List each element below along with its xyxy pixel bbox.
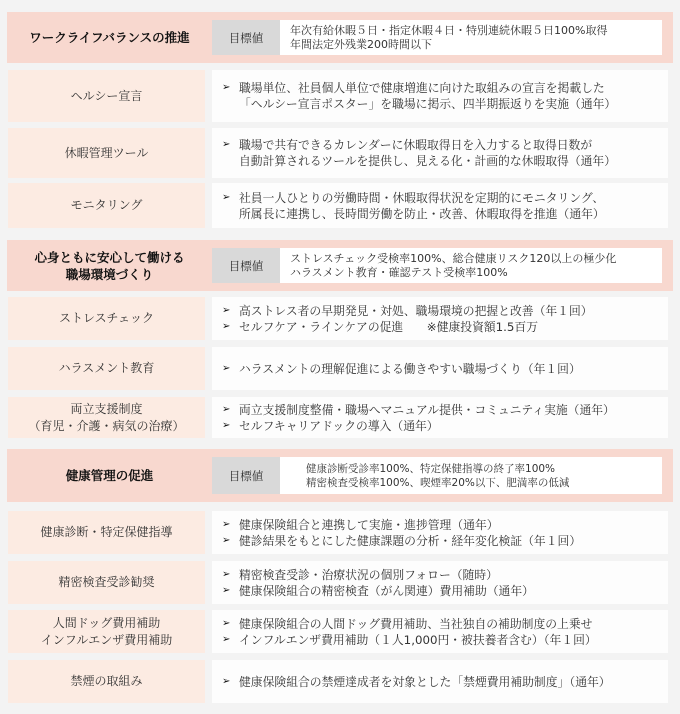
row-label-smoking-cessation: 禁煙の取組み bbox=[8, 660, 205, 703]
row-label-work-life-support: 両立支援制度 （育児・介護・病気の治療） bbox=[8, 397, 205, 438]
bullet-item: ➢ ハラスメントの理解促進による働きやすい職場づくり（年１回） bbox=[222, 361, 581, 376]
row-content-monitoring bbox=[212, 183, 668, 228]
row-label-monitoring: モニタリング bbox=[8, 183, 205, 228]
row-content-smoking-cessation bbox=[212, 660, 668, 703]
row-content-harassment-education bbox=[212, 347, 668, 390]
bullet-item: ➢ 高ストレス者の早期発見・対処、職場環境の把握と改善（年１回） bbox=[222, 303, 593, 318]
bullet-item: ➢ 精密検査受診・治療状況の個別フォロー（随時） bbox=[222, 567, 498, 582]
row-content-work-life-support bbox=[212, 397, 668, 438]
row-content-healthy-declaration bbox=[212, 70, 668, 122]
target-line: 年間法定外残業200時間以下 bbox=[290, 37, 432, 51]
arrow-bullet-icon: ➢ bbox=[222, 419, 231, 431]
section-safe-workplace bbox=[7, 240, 673, 291]
bullet-item: ➢ 社員一人ひとりの労働時間・休暇取得状況を定期的にモニタリング、 bbox=[222, 190, 604, 205]
arrow-bullet-icon: ➢ bbox=[222, 362, 231, 374]
bullet-item: ➢ 健康保険組合の禁煙達成者を対象とした「禁煙費用補助制度」（通年） bbox=[222, 674, 611, 689]
bullet-continuation: 所属長に連携し、長時間労働を防止・改善、休暇取得を推進（通年） bbox=[239, 206, 605, 221]
arrow-bullet-icon: ➢ bbox=[222, 633, 231, 645]
bullet-item: ➢ セルフキャリアドックの導入（通年） bbox=[222, 418, 439, 433]
arrow-bullet-icon: ➢ bbox=[222, 82, 231, 93]
section-title: 健康管理の促進 bbox=[65, 468, 154, 483]
row-label-healthy-declaration: ヘルシー宣言 bbox=[8, 70, 205, 122]
row-content-dock-influenza bbox=[212, 610, 668, 653]
arrow-bullet-icon: ➢ bbox=[222, 139, 231, 150]
row-content-stress-check bbox=[212, 297, 668, 340]
row-label-detailed-exam: 精密検査受診勧奨 bbox=[8, 561, 205, 604]
arrow-bullet-icon: ➢ bbox=[222, 304, 231, 316]
bullet-item: ➢ 両立支援制度整備・職場へマニュアル提供・コミュニティ実施（通年） bbox=[222, 402, 615, 417]
row-label-leave-tool: 休暇管理ツール bbox=[8, 128, 205, 178]
arrow-bullet-icon: ➢ bbox=[222, 568, 231, 580]
arrow-bullet-icon: ➢ bbox=[222, 675, 231, 687]
section-work-life-balance bbox=[7, 12, 673, 63]
bullet-item: ➢ インフルエンザ費用補助（１人1,000円・被扶養者含む）（年１回） bbox=[222, 632, 597, 647]
target-value bbox=[280, 20, 662, 55]
arrow-bullet-icon: ➢ bbox=[222, 584, 231, 596]
bullet-item: ➢ 健康保険組合の精密検査（がん関連）費用補助（通年） bbox=[222, 583, 534, 598]
row-label-stress-check: ストレスチェック bbox=[8, 297, 205, 340]
target-line: 健康診断受診率100%、特定保健指導の終了率100% bbox=[306, 462, 556, 475]
row-content-health-checkup bbox=[212, 511, 668, 554]
target-line: ハラスメント教育・確認テスト受検率100% bbox=[290, 265, 508, 279]
bullet-continuation: 「ヘルシー宣言ポスター」を職場に掲示、四半期振返りを実施（通年） bbox=[239, 97, 617, 111]
arrow-bullet-icon: ➢ bbox=[222, 403, 231, 415]
arrow-bullet-icon: ➢ bbox=[222, 191, 231, 203]
bullet-item: ➢ 職場で共有できるカレンダーに休暇取得日を入力すると取得日数が bbox=[222, 138, 593, 152]
target-line: 精密検査受検率100%、喫煙率20%以下、肥満率の低減 bbox=[306, 476, 570, 489]
bullet-item: ➢ セルフケア・ラインケアの促進 ※健康投資額1.5百万 bbox=[222, 319, 539, 334]
arrow-bullet-icon: ➢ bbox=[222, 320, 231, 332]
section-title: ワークライフバランスの推進 bbox=[29, 30, 190, 45]
target-value bbox=[280, 457, 662, 494]
bullet-continuation: 自動計算されるツールを提供し、見える化・計画的な休暇取得（通年） bbox=[239, 154, 617, 168]
section-health-management bbox=[7, 449, 673, 502]
arrow-bullet-icon: ➢ bbox=[222, 518, 231, 530]
target-line: ストレスチェック受検率100%、総合健康リスク120以上の極少化 bbox=[290, 251, 617, 265]
bullet-item: ➢ 職場単位、社員個人単位で健康増進に向けた取組みの宣言を掲載した bbox=[222, 81, 605, 95]
target-value bbox=[280, 248, 662, 283]
target-line: 年次有給休暇５日・指定休暇４日・特別連続休暇５日100%取得 bbox=[290, 23, 608, 37]
target-label: 目標値 bbox=[212, 457, 280, 494]
row-label-harassment-education: ハラスメント教育 bbox=[8, 347, 205, 390]
arrow-bullet-icon: ➢ bbox=[222, 617, 231, 629]
bullet-item: ➢ 健康保険組合の人間ドッグ費用補助、当社独自の補助制度の上乗せ bbox=[222, 616, 593, 631]
row-content-leave-tool bbox=[212, 128, 668, 178]
row-label-health-checkup: 健康診断・特定保健指導 bbox=[8, 511, 205, 554]
bullet-item: ➢ 健診結果をもとにした健康課題の分析・経年変化検証（年１回） bbox=[222, 533, 582, 548]
bullet-item: ➢ 健康保険組合と連携して実施・進捗管理（通年） bbox=[222, 517, 499, 532]
target-label: 目標値 bbox=[212, 248, 280, 283]
row-content-detailed-exam bbox=[212, 561, 668, 604]
target-label: 目標値 bbox=[212, 20, 280, 55]
row-label-dock-influenza: 人間ドッグ費用補助 インフルエンザ費用補助 bbox=[8, 610, 205, 653]
arrow-bullet-icon: ➢ bbox=[222, 534, 231, 546]
section-title: 心身ともに安心して働ける 職場環境づくり bbox=[34, 249, 185, 282]
